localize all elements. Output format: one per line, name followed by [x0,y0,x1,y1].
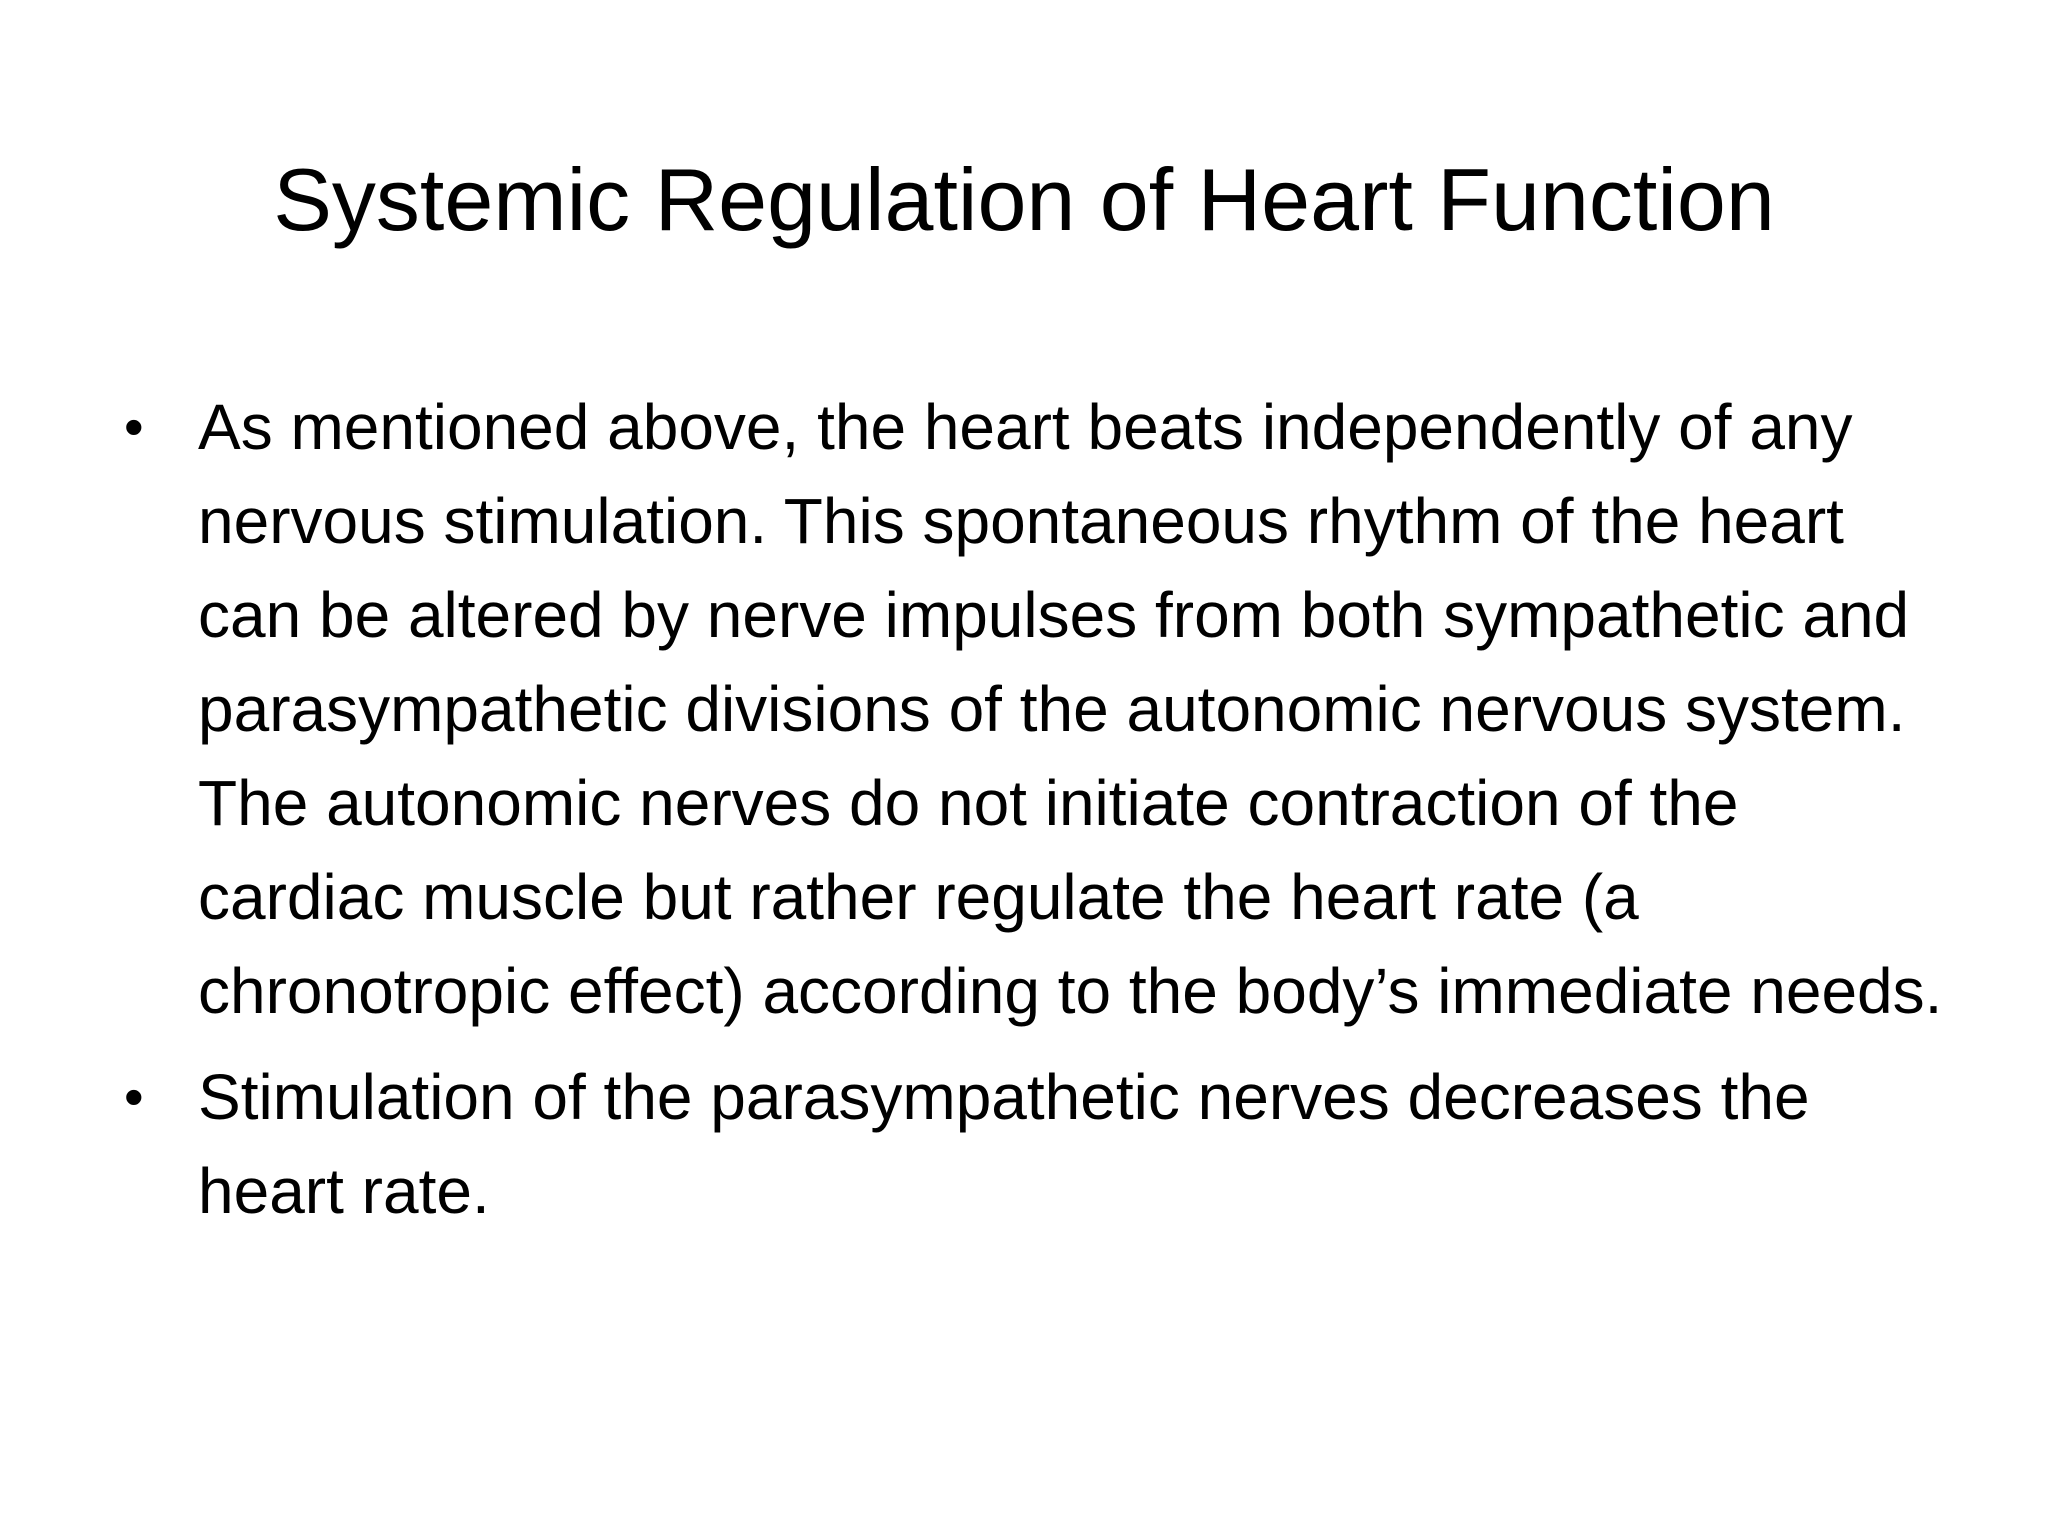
bullet-icon: • [124,1065,144,1128]
slide-title: Systemic Regulation of Heart Function [273,150,1775,249]
bullet-list [120,380,1960,1250]
bullet-item [120,1050,1960,1238]
bullet-item [120,380,1960,1038]
bullet-text: As mentioned above, the heart beats independently of any nervous stimulation. This spontaneous rhythm of the heart can be altered by nerve impulses from both sympathetic and parasympathetic divisions of the autonomic nervous system. The autonomic nerves do not initiate contraction of the cardiac muscle but rather regulate the heart rate (a chronotropic effect) according to the body’s immediate needs. [198,391,1943,1027]
bullet-icon: • [124,395,144,458]
bullet-text: Stimulation of the parasympathetic nerves decreases the heart rate. [198,1061,1810,1227]
